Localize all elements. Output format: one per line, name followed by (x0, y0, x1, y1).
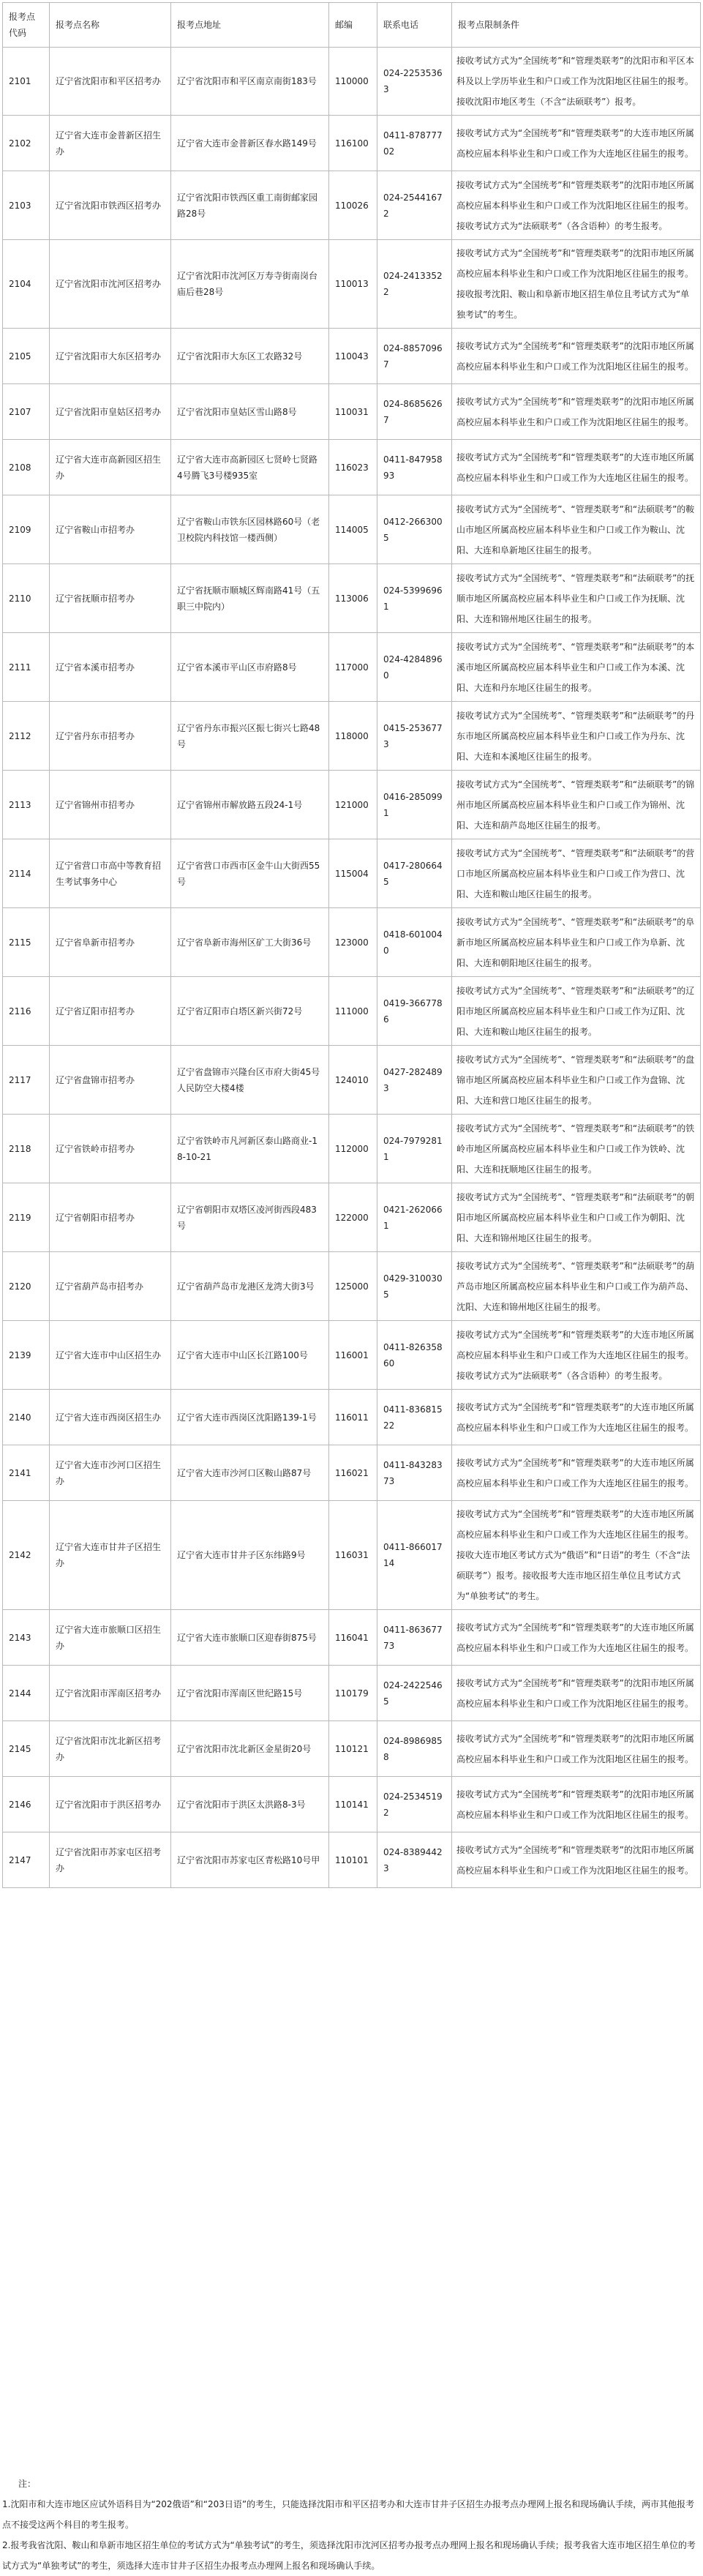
cell-name: 辽宁省大连市旅顺口区招生办 (50, 1610, 171, 1666)
table-row (3, 1252, 701, 1321)
cell-address: 辽宁省营口市西市区金牛山大街西55号 (171, 839, 329, 908)
cell-condition: 接收考试方式为“全国统考”和“管理类联考”的大连市地区所属高校应届本科毕业生和户口或工作为大连地区往届生的报考。接收大连市地区考试方式为“俄语”和“日语”的考生（不含“法硕联考”）报考。接收报考大连市地区招生单位且考试方式为“单独考试”的考生。 (452, 1501, 701, 1610)
cell-name: 辽宁省沈阳市铁西区招考办 (50, 171, 171, 240)
cell-condition: 接收考试方式为“全国统考”、“管理类联考”和“法硕联考”的铁岭市地区所属高校应届本科毕业生和户口或工作为铁岭、沈阳、大连和抚顺地区往届生的报考。 (452, 1115, 701, 1183)
table-row (3, 1046, 701, 1115)
cell-zip: 123000 (329, 908, 377, 977)
header-address: 报考点地址 (171, 3, 329, 48)
cell-zip: 113006 (329, 564, 377, 633)
cell-condition: 接收考试方式为“全国统考”、“管理类联考”和“法硕联考”的锦州市地区所属高校应届本科毕业生和户口或工作为锦州、沈阳、大连和葫芦岛地区往届生的报考。 (452, 771, 701, 839)
cell-zip: 121000 (329, 771, 377, 839)
cell-zip: 116021 (329, 1445, 377, 1501)
cell-code: 2118 (3, 1115, 50, 1183)
cell-condition: 接收考试方式为“全国统考”和“管理类联考”的沈阳市地区所属高校应届本科毕业生和户口或工作为沈阳地区往届生的报考。 (452, 329, 701, 384)
cell-condition: 接收考试方式为“全国统考”和“管理类联考”的沈阳市地区所属高校应届本科毕业生和户口或工作为沈阳地区往届生的报考。接收报考沈阳、鞍山和阜新市地区招生单位且考试方式为“单独考试”的考生。 (452, 240, 701, 329)
cell-code: 2108 (3, 440, 50, 495)
table-row (3, 384, 701, 440)
cell-condition: 接收考试方式为“全国统考”、“管理类联考”和“法硕联考”的朝阳市地区所属高校应届本科毕业生和户口或工作为朝阳、沈阳、大连和锦州地区往届生的报考。 (452, 1183, 701, 1252)
cell-code: 2142 (3, 1501, 50, 1610)
table-row (3, 440, 701, 495)
cell-zip: 110141 (329, 1777, 377, 1832)
cell-phone: 0418-6010040 (377, 908, 452, 977)
cell-phone: 024-79792811 (377, 1115, 452, 1183)
table-row (3, 839, 701, 908)
cell-zip: 125000 (329, 1252, 377, 1321)
cell-condition: 接收考试方式为“全国统考”和“管理类联考”的大连市地区所属高校应届本科毕业生和户口或工作为大连地区往届生的报考。 (452, 1610, 701, 1666)
cell-name: 辽宁省大连市沙河口区招生办 (50, 1445, 171, 1501)
table-row (3, 633, 701, 702)
cell-address: 辽宁省铁岭市凡河新区泰山路商业-18-10-21 (171, 1115, 329, 1183)
cell-condition: 接收考试方式为“全国统考”和“管理类联考”的沈阳市地区所属高校应届本科毕业生和户口或工作为沈阳地区往届生的报考。 (452, 1832, 701, 1888)
cell-zip: 116011 (329, 1390, 377, 1445)
cell-address: 辽宁省锦州市解放路五段24-1号 (171, 771, 329, 839)
cell-condition: 接收考试方式为“全国统考”和“管理类联考”的沈阳市地区所属高校应届本科毕业生和户口或工作为沈阳地区往届生的报考。 (452, 1777, 701, 1832)
cell-address: 辽宁省大连市西岗区沈阳路139-1号 (171, 1390, 329, 1445)
cell-address: 辽宁省大连市中山区长江路100号 (171, 1321, 329, 1390)
cell-condition: 接收考试方式为“全国统考”和“管理类联考”的大连市地区所属高校应届本科毕业生和户口或工作为大连地区往届生的报考。 (452, 116, 701, 171)
cell-address: 辽宁省抚顺市顺城区辉南路41号（五职三中院内） (171, 564, 329, 633)
cell-condition: 接收考试方式为“全国统考”、“管理类联考”和“法硕联考”的辽阳市地区所属高校应届本科毕业生和户口或工作为辽阳、沈阳、大连和鞍山地区往届生的报考。 (452, 977, 701, 1046)
cell-zip: 116041 (329, 1610, 377, 1666)
table-row (3, 1321, 701, 1390)
table-row (3, 495, 701, 564)
cell-zip: 110121 (329, 1721, 377, 1777)
cell-condition: 接收考试方式为“全国统考”和“管理类联考”的沈阳市地区所属高校应届本科毕业生和户口或工作为沈阳地区往届生的报考。 (452, 384, 701, 440)
cell-name: 辽宁省营口市高中等教育招生考试事务中心 (50, 839, 171, 908)
cell-condition: 接收考试方式为“全国统考”和“管理类联考”的沈阳市地区所属高校应届本科毕业生和户口或工作为沈阳地区往届生的报考。 (452, 1721, 701, 1777)
cell-code: 2114 (3, 839, 50, 908)
cell-zip: 110013 (329, 240, 377, 329)
table-row (3, 977, 701, 1046)
cell-address: 辽宁省盘锦市兴隆台区市府大街45号人民防空大楼4楼 (171, 1046, 329, 1115)
table-row (3, 908, 701, 977)
cell-address: 辽宁省丹东市振兴区振七街兴七路48号 (171, 702, 329, 771)
notes (2, 2474, 697, 2576)
cell-condition: 接收考试方式为“全国统考”和“管理类联考”的大连市地区所属高校应届本科毕业生和户口或工作为大连地区往届生的报考。 (452, 1390, 701, 1445)
cell-condition: 接收考试方式为“全国统考”、“管理类联考”和“法硕联考”的葫芦岛市地区所属高校应届本科毕业生和户口或工作为葫芦岛、沈阳、大连和锦州地区往届生的报考。 (452, 1252, 701, 1321)
cell-phone: 024-25345192 (377, 1777, 452, 1832)
cell-address: 辽宁省大连市甘井子区东纬路9号 (171, 1501, 329, 1610)
cell-phone: 024-53996961 (377, 564, 452, 633)
cell-phone: 0415-2536773 (377, 702, 452, 771)
table-row (3, 171, 701, 240)
table-row (3, 116, 701, 171)
cell-code: 2115 (3, 908, 50, 977)
cell-code: 2116 (3, 977, 50, 1046)
cell-zip: 116001 (329, 1321, 377, 1390)
cell-name: 辽宁省沈阳市苏家屯区招考办 (50, 1832, 171, 1888)
cell-name: 辽宁省沈阳市大东区招考办 (50, 329, 171, 384)
cell-address: 辽宁省大连市高新园区七贤岭七贤路4号腾飞3号楼935室 (171, 440, 329, 495)
table-row (3, 48, 701, 116)
cell-zip: 114005 (329, 495, 377, 564)
header-zip: 邮编 (329, 3, 377, 48)
cell-address: 辽宁省沈阳市沈北新区金星街20号 (171, 1721, 329, 1777)
cell-condition: 接收考试方式为“全国统考”和“管理类联考”的沈阳市地区所属高校应届本科毕业生和户口或工作为沈阳地区往届生的报考。接收考试方式为“法硕联考”（各含语种）的考生报考。 (452, 171, 701, 240)
cell-phone: 0411-83681522 (377, 1390, 452, 1445)
note-line-2: 2.报考我省沈阳、鞍山和阜新市地区招生单位的考试方式为“单独考试”的考生，须选择沈阳市沈河区招考办报考点办理网上报名和现场确认手续；报考我省大连市地区招生单位的考试方式为“单独考试”的考生，须选择大连市甘井子区招生办报考点办理网上报名和现场确认手续。 (2, 2540, 696, 2571)
cell-name: 辽宁省沈阳市和平区招考办 (50, 48, 171, 116)
cell-code: 2105 (3, 329, 50, 384)
cell-name: 辽宁省沈阳市于洪区招考办 (50, 1777, 171, 1832)
cell-code: 2112 (3, 702, 50, 771)
cell-phone: 0411-82635860 (377, 1321, 452, 1390)
cell-condition: 接收考试方式为“全国统考”、“管理类联考”和“法硕联考”的营口市地区所属高校应届本科毕业生和户口或工作为营口、沈阳、大连和鞍山地区往届生的报考。 (452, 839, 701, 908)
table-header-row (3, 3, 701, 48)
cell-condition: 接收考试方式为“全国统考”、“管理类联考”和“法硕联考”的阜新市地区所属高校应届本科毕业生和户口或工作为阜新、沈阳、大连和朝阳地区往届生的报考。 (452, 908, 701, 977)
cell-address: 辽宁省沈阳市大东区工农路32号 (171, 329, 329, 384)
cell-name: 辽宁省沈阳市沈河区招考办 (50, 240, 171, 329)
cell-phone: 0419-3667786 (377, 977, 452, 1046)
cell-phone: 024-89869858 (377, 1721, 452, 1777)
table-row (3, 1777, 701, 1832)
cell-name: 辽宁省朝阳市招考办 (50, 1183, 171, 1252)
cell-condition: 接收考试方式为“全国统考”、“管理类联考”和“法硕联考”的丹东市地区所属高校应届本科毕业生和户口或工作为丹东、沈阳、大连和本溪地区往届生的报考。 (452, 702, 701, 771)
note-line-1: 1.沈阳市和大连市地区应试外语科目为“202俄语”和“203日语”的考生，只能选择沈阳市和平区招考办和大连市甘井子区招生办报考点办理网上报名和现场确认手续，两市其他报考点不接受这两个科目的考生报考。 (2, 2499, 695, 2530)
cell-code: 2120 (3, 1252, 50, 1321)
cell-condition: 接收考试方式为“全国统考”、“管理类联考”和“法硕联考”的本溪市地区所属高校应届本科毕业生和户口或工作为本溪、沈阳、大连和丹东地区往届生的报考。 (452, 633, 701, 702)
cell-phone: 024-86856267 (377, 384, 452, 440)
cell-address: 辽宁省大连市金普新区春水路149号 (171, 116, 329, 171)
cell-name: 辽宁省丹东市招考办 (50, 702, 171, 771)
cell-code: 2104 (3, 240, 50, 329)
cell-code: 2110 (3, 564, 50, 633)
cell-name: 辽宁省葫芦岛市招考办 (50, 1252, 171, 1321)
cell-phone: 0416-2850991 (377, 771, 452, 839)
table-row (3, 329, 701, 384)
cell-zip: 116100 (329, 116, 377, 171)
cell-condition: 接收考试方式为“全国统考”和“管理类联考”的沈阳市和平区本科及以上学历毕业生和户口或工作为沈阳地区往届生的报考。接收沈阳市地区考生（不含“法硕联考”）报考。 (452, 48, 701, 116)
cell-zip: 110043 (329, 329, 377, 384)
cell-zip: 115004 (329, 839, 377, 908)
cell-phone: 0411-84795893 (377, 440, 452, 495)
cell-phone: 024-25441672 (377, 171, 452, 240)
cell-phone: 0427-2824893 (377, 1046, 452, 1115)
cell-address: 辽宁省本溪市平山区市府路8号 (171, 633, 329, 702)
cell-phone: 024-22535363 (377, 48, 452, 116)
cell-zip: 116023 (329, 440, 377, 495)
cell-zip: 112000 (329, 1115, 377, 1183)
cell-phone: 0411-84328373 (377, 1445, 452, 1501)
cell-code: 2146 (3, 1777, 50, 1832)
table-row (3, 1183, 701, 1252)
cell-condition: 接收考试方式为“全国统考”和“管理类联考”的大连市地区所属高校应届本科毕业生和户口或工作为大连地区往届生的报考。 (452, 1445, 701, 1501)
cell-name: 辽宁省辽阳市招考办 (50, 977, 171, 1046)
cell-name: 辽宁省大连市甘井子区招生办 (50, 1501, 171, 1610)
cell-phone: 024-88570967 (377, 329, 452, 384)
table-row (3, 564, 701, 633)
cell-name: 辽宁省本溪市招考办 (50, 633, 171, 702)
cell-code: 2144 (3, 1666, 50, 1721)
cell-code: 2143 (3, 1610, 50, 1666)
cell-address: 辽宁省辽阳市白塔区新兴街72号 (171, 977, 329, 1046)
header-name: 报考点名称 (50, 3, 171, 48)
cell-code: 2147 (3, 1832, 50, 1888)
cell-name: 辽宁省铁岭市招考办 (50, 1115, 171, 1183)
cell-zip: 110101 (329, 1832, 377, 1888)
cell-address: 辽宁省朝阳市双塔区凌河街西段483号 (171, 1183, 329, 1252)
cell-code: 2101 (3, 48, 50, 116)
cell-name: 辽宁省大连市金普新区招生办 (50, 116, 171, 171)
cell-condition: 接收考试方式为“全国统考”、“管理类联考”和“法硕联考”的鞍山市地区所属高校应届本科毕业生和户口或工作为鞍山、沈阳、大连和阜新地区往届生的报考。 (452, 495, 701, 564)
cell-zip: 110179 (329, 1666, 377, 1721)
cell-condition: 接收考试方式为“全国统考”、“管理类联考”和“法硕联考”的抚顺市地区所属高校应届本科毕业生和户口或工作为抚顺、沈阳、大连和锦州地区往届生的报考。 (452, 564, 701, 633)
table-row (3, 1445, 701, 1501)
table-row (3, 771, 701, 839)
cell-name: 辽宁省大连市西岗区招生办 (50, 1390, 171, 1445)
cell-code: 2119 (3, 1183, 50, 1252)
cell-name: 辽宁省沈阳市皇姑区招考办 (50, 384, 171, 440)
cell-name: 辽宁省阜新市招考办 (50, 908, 171, 977)
cell-phone: 0412-2663005 (377, 495, 452, 564)
cell-address: 辽宁省大连市沙河口区鞍山路87号 (171, 1445, 329, 1501)
cell-name: 辽宁省鞍山市招考办 (50, 495, 171, 564)
cell-phone: 024-42848960 (377, 633, 452, 702)
cell-condition: 接收考试方式为“全国统考”、“管理类联考”和“法硕联考”的盘锦市地区所属高校应届本科毕业生和户口或工作为盘锦、沈阳、大连和营口地区往届生的报考。 (452, 1046, 701, 1115)
cell-name: 辽宁省沈阳市沈北新区招考办 (50, 1721, 171, 1777)
cell-code: 2140 (3, 1390, 50, 1445)
header-code: 报考点代码 (3, 3, 50, 48)
cell-phone: 024-24225465 (377, 1666, 452, 1721)
cell-phone: 0417-2806645 (377, 839, 452, 908)
cell-address: 辽宁省沈阳市皇姑区雪山路8号 (171, 384, 329, 440)
cell-address: 辽宁省沈阳市苏家屯区青松路10号甲 (171, 1832, 329, 1888)
cell-zip: 124010 (329, 1046, 377, 1115)
cell-zip: 110031 (329, 384, 377, 440)
cell-code: 2117 (3, 1046, 50, 1115)
cell-code: 2145 (3, 1721, 50, 1777)
cell-name: 辽宁省盘锦市招考办 (50, 1046, 171, 1115)
header-phone: 联系电话 (377, 3, 452, 48)
cell-code: 2107 (3, 384, 50, 440)
table-row (3, 1115, 701, 1183)
cell-phone: 0411-86601714 (377, 1501, 452, 1610)
table-row (3, 1721, 701, 1777)
cell-address: 辽宁省沈阳市沈河区万寿寺街南岗台庙后巷28号 (171, 240, 329, 329)
cell-name: 辽宁省大连市高新园区招生办 (50, 440, 171, 495)
header-condition: 报考点限制条件 (452, 3, 701, 48)
cell-address: 辽宁省鞍山市铁东区园林路60号（老卫校院内科技馆一楼西侧） (171, 495, 329, 564)
cell-name: 辽宁省大连市中山区招生办 (50, 1321, 171, 1390)
table-row (3, 1390, 701, 1445)
table-row (3, 702, 701, 771)
cell-zip: 122000 (329, 1183, 377, 1252)
cell-zip: 111000 (329, 977, 377, 1046)
cell-zip: 116031 (329, 1501, 377, 1610)
cell-zip: 117000 (329, 633, 377, 702)
cell-zip: 118000 (329, 702, 377, 771)
exam-site-table (2, 2, 701, 1888)
cell-code: 2111 (3, 633, 50, 702)
cell-code: 2139 (3, 1321, 50, 1390)
cell-address: 辽宁省阜新市海州区矿工大街36号 (171, 908, 329, 977)
cell-address: 辽宁省沈阳市浑南区世纪路15号 (171, 1666, 329, 1721)
notes-label: 注： (18, 2479, 37, 2489)
table-body (3, 3, 701, 1888)
cell-code: 2113 (3, 771, 50, 839)
table-row (3, 1610, 701, 1666)
cell-address: 辽宁省葫芦岛市龙港区龙湾大街3号 (171, 1252, 329, 1321)
cell-phone: 0411-87877702 (377, 116, 452, 171)
cell-code: 2109 (3, 495, 50, 564)
cell-zip: 110000 (329, 48, 377, 116)
cell-phone: 024-83894423 (377, 1832, 452, 1888)
cell-address: 辽宁省沈阳市于洪区太洪路8-3号 (171, 1777, 329, 1832)
cell-name: 辽宁省抚顺市招考办 (50, 564, 171, 633)
cell-address: 辽宁省大连市旅顺口区迎春街875号 (171, 1610, 329, 1666)
table-row (3, 240, 701, 329)
cell-code: 2141 (3, 1445, 50, 1501)
cell-code: 2103 (3, 171, 50, 240)
cell-condition: 接收考试方式为“全国统考”和“管理类联考”的大连市地区所属高校应届本科毕业生和户口或工作为大连地区往届生的报考。接收考试方式为“法硕联考”（各含语种）的考生报考。 (452, 1321, 701, 1390)
cell-phone: 0429-3100305 (377, 1252, 452, 1321)
cell-address: 辽宁省沈阳市和平区南京南街183号 (171, 48, 329, 116)
table-row (3, 1832, 701, 1888)
cell-code: 2102 (3, 116, 50, 171)
table-row (3, 1501, 701, 1610)
cell-phone: 0421-2620661 (377, 1183, 452, 1252)
cell-phone: 0411-86367773 (377, 1610, 452, 1666)
cell-zip: 110026 (329, 171, 377, 240)
cell-phone: 024-24133522 (377, 240, 452, 329)
cell-condition: 接收考试方式为“全国统考”和“管理类联考”的大连市地区所属高校应届本科毕业生和户口或工作为大连地区往届生的报考。 (452, 440, 701, 495)
cell-name: 辽宁省沈阳市浑南区招考办 (50, 1666, 171, 1721)
cell-condition: 接收考试方式为“全国统考”和“管理类联考”的沈阳市地区所属高校应届本科毕业生和户口或工作为沈阳地区往届生的报考。 (452, 1666, 701, 1721)
cell-name: 辽宁省锦州市招考办 (50, 771, 171, 839)
table-row (3, 1666, 701, 1721)
cell-address: 辽宁省沈阳市铁西区重工南街邮家园路28号 (171, 171, 329, 240)
